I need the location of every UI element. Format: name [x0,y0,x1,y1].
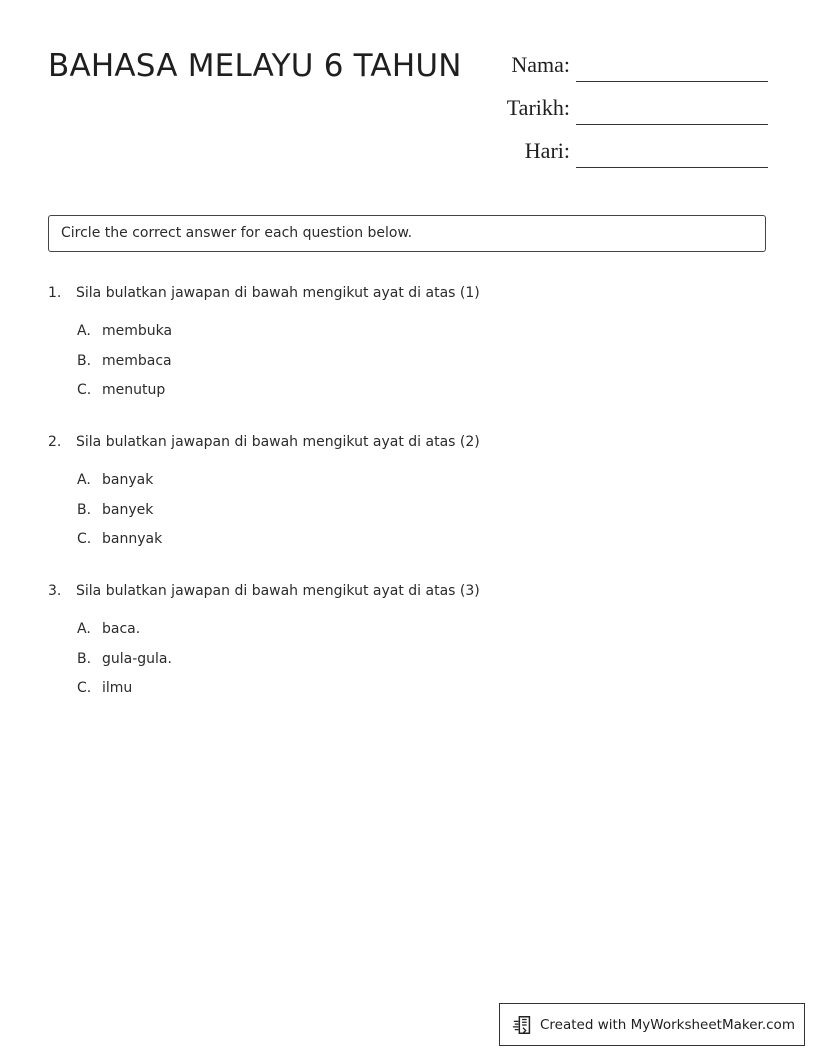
option-text: banyak [102,472,154,488]
name-field-line[interactable] [576,81,768,82]
question-1 [48,285,768,399]
option-letter: C. [77,680,92,697]
question-text: Sila bulatkan jawapan di bawah mengikut ayat di atas (3) [76,583,480,599]
question-text: Sila bulatkan jawapan di bawah mengikut ayat di atas (1) [76,285,480,301]
option-letter: B. [77,352,92,369]
option-text: gula-gula. [102,650,172,667]
date-field[interactable] [440,95,768,125]
day-field[interactable] [440,138,768,168]
question-header [48,434,768,456]
day-field-label: Hari: [524,138,570,163]
question-2 [48,434,768,548]
option-text: banyek [102,501,154,518]
option-letter: B. [77,650,92,667]
instructions-box: Circle the correct answer for each question below. [48,215,766,252]
question-header [48,583,768,605]
option-text: menutup [102,382,166,399]
footer-credit-text: Created with MyWorksheetMaker.com [540,1016,795,1033]
option-letter: B. [77,501,92,518]
name-field-label: Nama: [511,52,570,77]
question-number: 1. [48,285,62,301]
name-field[interactable] [440,52,768,82]
option-text: membaca [102,352,172,369]
date-field-line[interactable] [576,124,768,125]
option-text: ilmu [102,680,133,697]
question-text: Sila bulatkan jawapan di bawah mengikut ayat di atas (2) [76,434,480,450]
option-letter: A. [77,621,91,637]
option-letter: A. [77,472,91,488]
date-field-label: Tarikh: [506,95,570,120]
option-text: baca. [102,621,141,637]
question-3 [48,583,768,697]
option-letter: C. [77,531,92,548]
option-letter: A. [77,323,91,339]
option-text: membuka [102,323,173,339]
day-field-line[interactable] [576,167,768,168]
option-text: bannyak [102,531,163,548]
question-number: 2. [48,434,62,450]
worksheet-maker-logo-icon [512,1014,534,1036]
page-title: BAHASA MELAYU 6 TAHUN [48,48,462,84]
question-number: 3. [48,583,62,599]
question-header [48,285,768,307]
footer-credit-badge[interactable] [499,1003,805,1046]
option-letter: C. [77,382,92,399]
